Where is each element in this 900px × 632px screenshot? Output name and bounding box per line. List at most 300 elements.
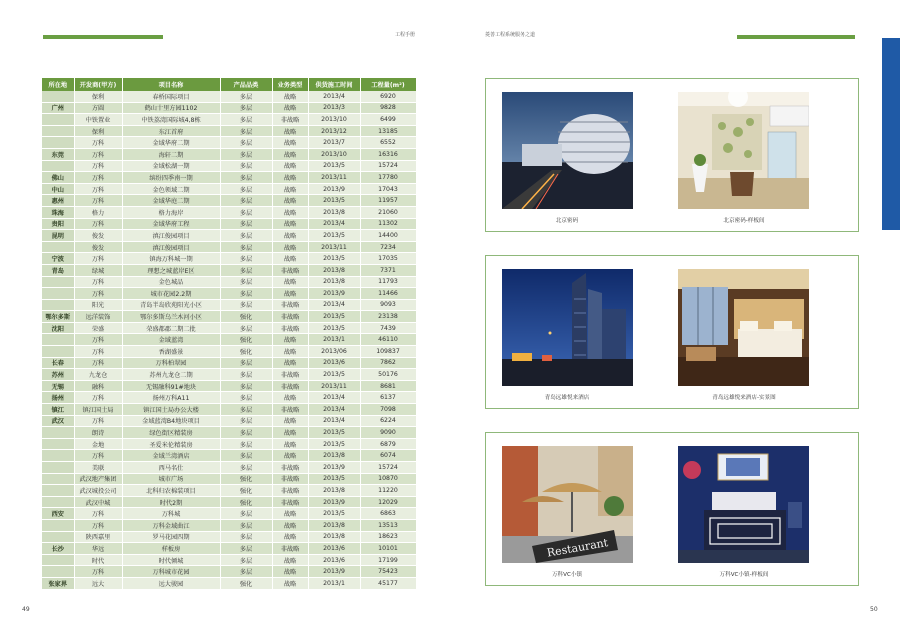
cell-city: 惠州 xyxy=(42,195,74,207)
cell-city: 张家界 xyxy=(42,577,74,589)
cell-project: 海轩二期 xyxy=(122,148,220,160)
cell-date: 2013/5 xyxy=(308,473,360,485)
cell-city xyxy=(42,554,74,566)
cell-qty: 7234 xyxy=(360,241,416,253)
table-row xyxy=(42,554,416,566)
cell-qty: 11957 xyxy=(360,195,416,207)
cell-type: 多层 xyxy=(220,392,272,404)
cell-dev: 万科 xyxy=(74,172,122,184)
cell-qty: 14400 xyxy=(360,230,416,242)
cell-type: 多层 xyxy=(220,462,272,474)
cell-city xyxy=(42,566,74,578)
cell-city: 鄂尔多斯 xyxy=(42,311,74,323)
table-header-row xyxy=(42,78,416,91)
cell-project: 春桥国际项目 xyxy=(122,91,220,102)
table-row xyxy=(42,137,416,149)
cell-biz: 战略 xyxy=(272,508,308,520)
table-row xyxy=(42,230,416,242)
cell-project: 金域华庭二期 xyxy=(122,195,220,207)
table-row xyxy=(42,322,416,334)
cell-date: 2013/4 xyxy=(308,404,360,416)
cell-type: 强化 xyxy=(220,577,272,589)
cell-type: 强化 xyxy=(220,473,272,485)
table-row xyxy=(42,404,416,416)
cell-type: 多层 xyxy=(220,415,272,427)
cell-dev: 中铁置业 xyxy=(74,114,122,126)
cell-project: 青岛半岛欣苑阳光小区 xyxy=(122,299,220,311)
cell-date: 2013/11 xyxy=(308,172,360,184)
cell-city xyxy=(42,519,74,531)
cell-date: 2013/9 xyxy=(308,496,360,508)
cell-city: 佛山 xyxy=(42,172,74,184)
cell-project: 金域华府二期 xyxy=(122,137,220,149)
cell-type: 多层 xyxy=(220,160,272,172)
cell-dev: 远大 xyxy=(74,577,122,589)
cell-project: 荣盛都郡二期二批 xyxy=(122,322,220,334)
cell-biz: 战略 xyxy=(272,91,308,102)
cell-qty: 6499 xyxy=(360,114,416,126)
cell-project: 城市广场 xyxy=(122,473,220,485)
cell-biz: 战略 xyxy=(272,125,308,137)
cell-dev: 陕西嘉里 xyxy=(74,531,122,543)
cell-type: 多层 xyxy=(220,404,272,416)
cell-date: 2013/11 xyxy=(308,241,360,253)
table-row xyxy=(42,473,416,485)
cell-project: 绿色街区精装房 xyxy=(122,427,220,439)
right-page xyxy=(450,0,900,632)
cell-dev: 万科 xyxy=(74,137,122,149)
cell-project: 金色领域二期 xyxy=(122,183,220,195)
cell-project: 镇海万科城一期 xyxy=(122,253,220,265)
cell-type: 强化 xyxy=(220,346,272,358)
cell-biz: 非战略 xyxy=(272,311,308,323)
cell-qty: 17035 xyxy=(360,253,416,265)
cell-qty: 50176 xyxy=(360,369,416,381)
cell-qty: 6137 xyxy=(360,392,416,404)
cell-qty: 6224 xyxy=(360,415,416,427)
table-row xyxy=(42,160,416,172)
cell-qty: 11220 xyxy=(360,485,416,497)
cell-project: 城市花园2.2期 xyxy=(122,288,220,300)
cell-project: 罗马花园四期 xyxy=(122,531,220,543)
cell-dev: 万科 xyxy=(74,160,122,172)
cell-dev: 万科 xyxy=(74,346,122,358)
cell-city xyxy=(42,299,74,311)
cell-dev: 融科 xyxy=(74,380,122,392)
cell-city: 中山 xyxy=(42,183,74,195)
cell-dev: 万科 xyxy=(74,183,122,195)
cell-type: 强化 xyxy=(220,334,272,346)
cell-type: 强化 xyxy=(220,311,272,323)
gallery-card-3 xyxy=(485,432,859,586)
cell-qty: 7439 xyxy=(360,322,416,334)
cell-type: 多层 xyxy=(220,148,272,160)
cell-project: 万科城市花园 xyxy=(122,566,220,578)
table-row xyxy=(42,450,416,462)
cell-dev: 格力 xyxy=(74,206,122,218)
cell-type: 多层 xyxy=(220,253,272,265)
cell-project: 扬州万科A11 xyxy=(122,392,220,404)
cell-project: 金域蓝湾B4地块项目 xyxy=(122,415,220,427)
column-header: 供货施工时间 xyxy=(308,78,360,91)
caption-2-left: 青岛远雄悦来酒店 xyxy=(544,395,590,401)
cell-city: 贵阳 xyxy=(42,218,74,230)
cell-biz: 战略 xyxy=(272,137,308,149)
cell-type: 多层 xyxy=(220,299,272,311)
cell-city: 无锡 xyxy=(42,380,74,392)
cell-type: 多层 xyxy=(220,172,272,184)
cell-date: 2013/8 xyxy=(308,276,360,288)
cell-city: 东莞 xyxy=(42,148,74,160)
cell-date: 2013/5 xyxy=(308,322,360,334)
cell-date: 2013/1 xyxy=(308,577,360,589)
cell-city xyxy=(42,334,74,346)
cell-type: 多层 xyxy=(220,380,272,392)
caption-1-right: 北京密码-样板间 xyxy=(723,218,765,224)
cell-qty: 9093 xyxy=(360,299,416,311)
cell-type: 多层 xyxy=(220,137,272,149)
right-header: 菱善工程系统服务之道 xyxy=(485,32,536,38)
cell-dev: 保利 xyxy=(74,91,122,102)
table-row xyxy=(42,519,416,531)
cell-city xyxy=(42,346,74,358)
cell-biz: 非战略 xyxy=(272,114,308,126)
cell-biz: 非战略 xyxy=(272,380,308,392)
cell-type: 多层 xyxy=(220,519,272,531)
cell-type: 多层 xyxy=(220,276,272,288)
cell-type: 多层 xyxy=(220,114,272,126)
cell-qty: 7371 xyxy=(360,264,416,276)
cell-dev: 万科 xyxy=(74,357,122,369)
table-row xyxy=(42,253,416,265)
cell-type: 强化 xyxy=(220,496,272,508)
cell-qty: 17199 xyxy=(360,554,416,566)
cell-qty: 18623 xyxy=(360,531,416,543)
cell-date: 2013/06 xyxy=(308,346,360,358)
cell-dev: 万科 xyxy=(74,334,122,346)
cell-project: 万科城 xyxy=(122,508,220,520)
cell-type: 多层 xyxy=(220,369,272,381)
cell-date: 2013/5 xyxy=(308,253,360,265)
table-row xyxy=(42,346,416,358)
table-row xyxy=(42,508,416,520)
cell-qty: 11466 xyxy=(360,288,416,300)
cell-project: 时代倾城 xyxy=(122,554,220,566)
cell-project: 鄂尔多斯乌兰木河小区 xyxy=(122,311,220,323)
cell-type: 多层 xyxy=(220,566,272,578)
cell-biz: 战略 xyxy=(272,206,308,218)
cell-dev: 朗诗 xyxy=(74,427,122,439)
cell-biz: 战略 xyxy=(272,450,308,462)
cell-project: 滇江俊园项目 xyxy=(122,241,220,253)
cell-date: 2013/5 xyxy=(308,230,360,242)
cell-dev: 万科 xyxy=(74,218,122,230)
cell-type: 多层 xyxy=(220,183,272,195)
cell-city xyxy=(42,288,74,300)
photo-qingdao-room xyxy=(678,269,809,386)
cell-dev: 万科 xyxy=(74,392,122,404)
table-row xyxy=(42,357,416,369)
cell-biz: 战略 xyxy=(272,554,308,566)
table-row xyxy=(42,427,416,439)
cell-date: 2013/9 xyxy=(308,462,360,474)
cell-biz: 战略 xyxy=(272,218,308,230)
cell-type: 多层 xyxy=(220,264,272,276)
cell-date: 2013/5 xyxy=(308,311,360,323)
cell-qty: 6863 xyxy=(360,508,416,520)
cell-city: 宁波 xyxy=(42,253,74,265)
cell-biz: 非战略 xyxy=(272,322,308,334)
column-header: 产品品类 xyxy=(220,78,272,91)
cell-project: 金域华府工程 xyxy=(122,218,220,230)
cell-date: 2013/10 xyxy=(308,148,360,160)
cell-qty: 46110 xyxy=(360,334,416,346)
cell-city xyxy=(42,137,74,149)
cell-qty: 15724 xyxy=(360,462,416,474)
table-row xyxy=(42,566,416,578)
table-row xyxy=(42,392,416,404)
cell-type: 多层 xyxy=(220,241,272,253)
cell-city: 西安 xyxy=(42,508,74,520)
cell-biz: 非战略 xyxy=(272,404,308,416)
cell-dev: 万科 xyxy=(74,508,122,520)
cell-project: 滇江俊园项目 xyxy=(122,230,220,242)
cell-date: 2013/6 xyxy=(308,554,360,566)
cell-dev: 俊发 xyxy=(74,241,122,253)
cell-project: 鹤山十里方园1102 xyxy=(122,102,220,114)
cell-dev: 万科 xyxy=(74,519,122,531)
cell-biz: 战略 xyxy=(272,531,308,543)
cell-type: 多层 xyxy=(220,91,272,102)
column-header: 项目名称 xyxy=(122,78,220,91)
column-header: 所在地 xyxy=(42,78,74,91)
cell-city xyxy=(42,438,74,450)
cell-city xyxy=(42,485,74,497)
cell-city: 苏州 xyxy=(42,369,74,381)
cell-type: 多层 xyxy=(220,322,272,334)
cell-date: 2013/9 xyxy=(308,288,360,300)
cell-city xyxy=(42,125,74,137)
cell-date: 2013/9 xyxy=(308,183,360,195)
cell-biz: 战略 xyxy=(272,276,308,288)
table-row xyxy=(42,276,416,288)
table-row xyxy=(42,485,416,497)
column-header: 工程量(m²) xyxy=(360,78,416,91)
cell-biz: 战略 xyxy=(272,160,308,172)
cell-qty: 109837 xyxy=(360,346,416,358)
cell-project: 金域兰湾酒店 xyxy=(122,450,220,462)
cell-biz: 战略 xyxy=(272,577,308,589)
cell-project: 中铁荔湾国际城4,8栋 xyxy=(122,114,220,126)
cell-date: 2013/4 xyxy=(308,415,360,427)
cell-biz: 战略 xyxy=(272,519,308,531)
cell-date: 2013/12 xyxy=(308,125,360,137)
cell-type: 多层 xyxy=(220,450,272,462)
cell-project: 西马名仕 xyxy=(122,462,220,474)
cell-type: 多层 xyxy=(220,357,272,369)
cell-dev: 武汉城投公司 xyxy=(74,485,122,497)
cell-city: 青岛 xyxy=(42,264,74,276)
right-top-bar xyxy=(737,35,855,39)
cell-dev: 万科 xyxy=(74,195,122,207)
left-top-bar xyxy=(43,35,163,39)
cell-city: 镇江 xyxy=(42,404,74,416)
cell-city xyxy=(42,450,74,462)
cell-dev: 方圆 xyxy=(74,102,122,114)
cell-dev: 阳光 xyxy=(74,299,122,311)
cell-date: 2013/5 xyxy=(308,438,360,450)
cell-qty: 6879 xyxy=(360,438,416,450)
cell-project: 香湖盛景 xyxy=(122,346,220,358)
table-row xyxy=(42,462,416,474)
table-row xyxy=(42,299,416,311)
cell-biz: 非战略 xyxy=(272,462,308,474)
cell-date: 2013/3 xyxy=(308,102,360,114)
cell-date: 2013/10 xyxy=(308,114,360,126)
cell-date: 2013/5 xyxy=(308,160,360,172)
cell-type: 多层 xyxy=(220,195,272,207)
cell-city xyxy=(42,114,74,126)
cell-dev: 远洋装饰 xyxy=(74,311,122,323)
cell-project: 缤纷四季南一期 xyxy=(122,172,220,184)
cell-qty: 9828 xyxy=(360,102,416,114)
cell-type: 多层 xyxy=(220,288,272,300)
cell-qty: 11793 xyxy=(360,276,416,288)
cell-project: 金域松湖一期 xyxy=(122,160,220,172)
cell-biz: 战略 xyxy=(272,438,308,450)
cell-project: 时代2期 xyxy=(122,496,220,508)
cell-project: 格力海岸 xyxy=(122,206,220,218)
cell-project: 圣爱米伦精装房 xyxy=(122,438,220,450)
cell-dev: 武汉地产集团 xyxy=(74,473,122,485)
cell-date: 2013/11 xyxy=(308,380,360,392)
cell-type: 多层 xyxy=(220,531,272,543)
gallery-card-1 xyxy=(485,78,859,232)
table-row xyxy=(42,577,416,589)
cell-biz: 战略 xyxy=(272,230,308,242)
cell-biz: 战略 xyxy=(272,566,308,578)
table-row xyxy=(42,218,416,230)
project-table xyxy=(42,78,417,590)
cell-biz: 战略 xyxy=(272,195,308,207)
cell-dev: 万科 xyxy=(74,288,122,300)
cell-dev: 绿城 xyxy=(74,264,122,276)
cell-date: 2013/5 xyxy=(308,427,360,439)
cell-qty: 6920 xyxy=(360,91,416,102)
table-row xyxy=(42,206,416,218)
cell-dev: 万科 xyxy=(74,148,122,160)
cell-biz: 非战略 xyxy=(272,543,308,555)
cell-dev: 万科 xyxy=(74,415,122,427)
photo-vanke-restaurant xyxy=(502,446,633,563)
cell-city: 长沙 xyxy=(42,543,74,555)
table-row xyxy=(42,172,416,184)
table-row xyxy=(42,91,416,102)
cell-city xyxy=(42,241,74,253)
cell-project: 万科金域曲江 xyxy=(122,519,220,531)
cell-type: 多层 xyxy=(220,218,272,230)
cell-biz: 非战略 xyxy=(272,485,308,497)
right-page-number: 50 xyxy=(870,606,878,613)
caption-3-left: 万科VC小镇 xyxy=(551,572,583,578)
cell-date: 2013/8 xyxy=(308,206,360,218)
cell-qty: 17043 xyxy=(360,183,416,195)
left-header: 工程手册 xyxy=(395,32,416,38)
cell-biz: 非战略 xyxy=(272,473,308,485)
table-row xyxy=(42,334,416,346)
cell-qty: 10101 xyxy=(360,543,416,555)
cell-biz: 非战略 xyxy=(272,496,308,508)
cell-biz: 战略 xyxy=(272,102,308,114)
table-row xyxy=(42,102,416,114)
cell-date: 2013/9 xyxy=(308,566,360,578)
cell-city xyxy=(42,427,74,439)
cell-biz: 战略 xyxy=(272,241,308,253)
table-row xyxy=(42,288,416,300)
cell-qty: 16316 xyxy=(360,148,416,160)
cell-city xyxy=(42,462,74,474)
cell-city xyxy=(42,160,74,172)
cell-date: 2013/8 xyxy=(308,264,360,276)
cell-qty: 23138 xyxy=(360,311,416,323)
cell-date: 2013/4 xyxy=(308,218,360,230)
cell-dev: 时代 xyxy=(74,554,122,566)
cell-city: 武汉 xyxy=(42,415,74,427)
cell-date: 2013/8 xyxy=(308,485,360,497)
cell-dev: 万科 xyxy=(74,253,122,265)
cell-type: 多层 xyxy=(220,206,272,218)
cell-project: 样板房 xyxy=(122,543,220,555)
cell-project: 苏州九龙仓二期 xyxy=(122,369,220,381)
cell-biz: 战略 xyxy=(272,253,308,265)
cell-biz: 非战略 xyxy=(272,369,308,381)
cell-qty: 13185 xyxy=(360,125,416,137)
cell-city xyxy=(42,91,74,102)
cell-biz: 战略 xyxy=(272,346,308,358)
column-header: 业务类型 xyxy=(272,78,308,91)
cell-biz: 战略 xyxy=(272,183,308,195)
cell-dev: 镇江国土局 xyxy=(74,404,122,416)
cell-dev: 华远 xyxy=(74,543,122,555)
photo-vanke-bedroom xyxy=(678,446,809,563)
cell-dev: 金地 xyxy=(74,438,122,450)
cell-biz: 非战略 xyxy=(272,264,308,276)
table-row xyxy=(42,438,416,450)
photo-qingdao-hotel xyxy=(502,269,633,386)
cell-qty: 21060 xyxy=(360,206,416,218)
cell-city xyxy=(42,276,74,288)
cell-city: 珠海 xyxy=(42,206,74,218)
table-row xyxy=(42,311,416,323)
cell-type: 多层 xyxy=(220,554,272,566)
cell-date: 2013/8 xyxy=(308,531,360,543)
cell-city xyxy=(42,473,74,485)
cell-project: 金域蓝湾 xyxy=(122,334,220,346)
table-row xyxy=(42,114,416,126)
cell-qty: 13513 xyxy=(360,519,416,531)
cell-date: 2013/6 xyxy=(308,357,360,369)
cell-biz: 非战略 xyxy=(272,299,308,311)
cell-date: 2013/5 xyxy=(308,508,360,520)
left-page-number: 49 xyxy=(22,606,30,613)
cell-qty: 9090 xyxy=(360,427,416,439)
cell-project: 远大骏园 xyxy=(122,577,220,589)
cell-type: 多层 xyxy=(220,427,272,439)
gallery-card-2 xyxy=(485,255,859,409)
cell-date: 2013/5 xyxy=(308,195,360,207)
table-row xyxy=(42,264,416,276)
cell-project: 理想之城蓝岸E区 xyxy=(122,264,220,276)
